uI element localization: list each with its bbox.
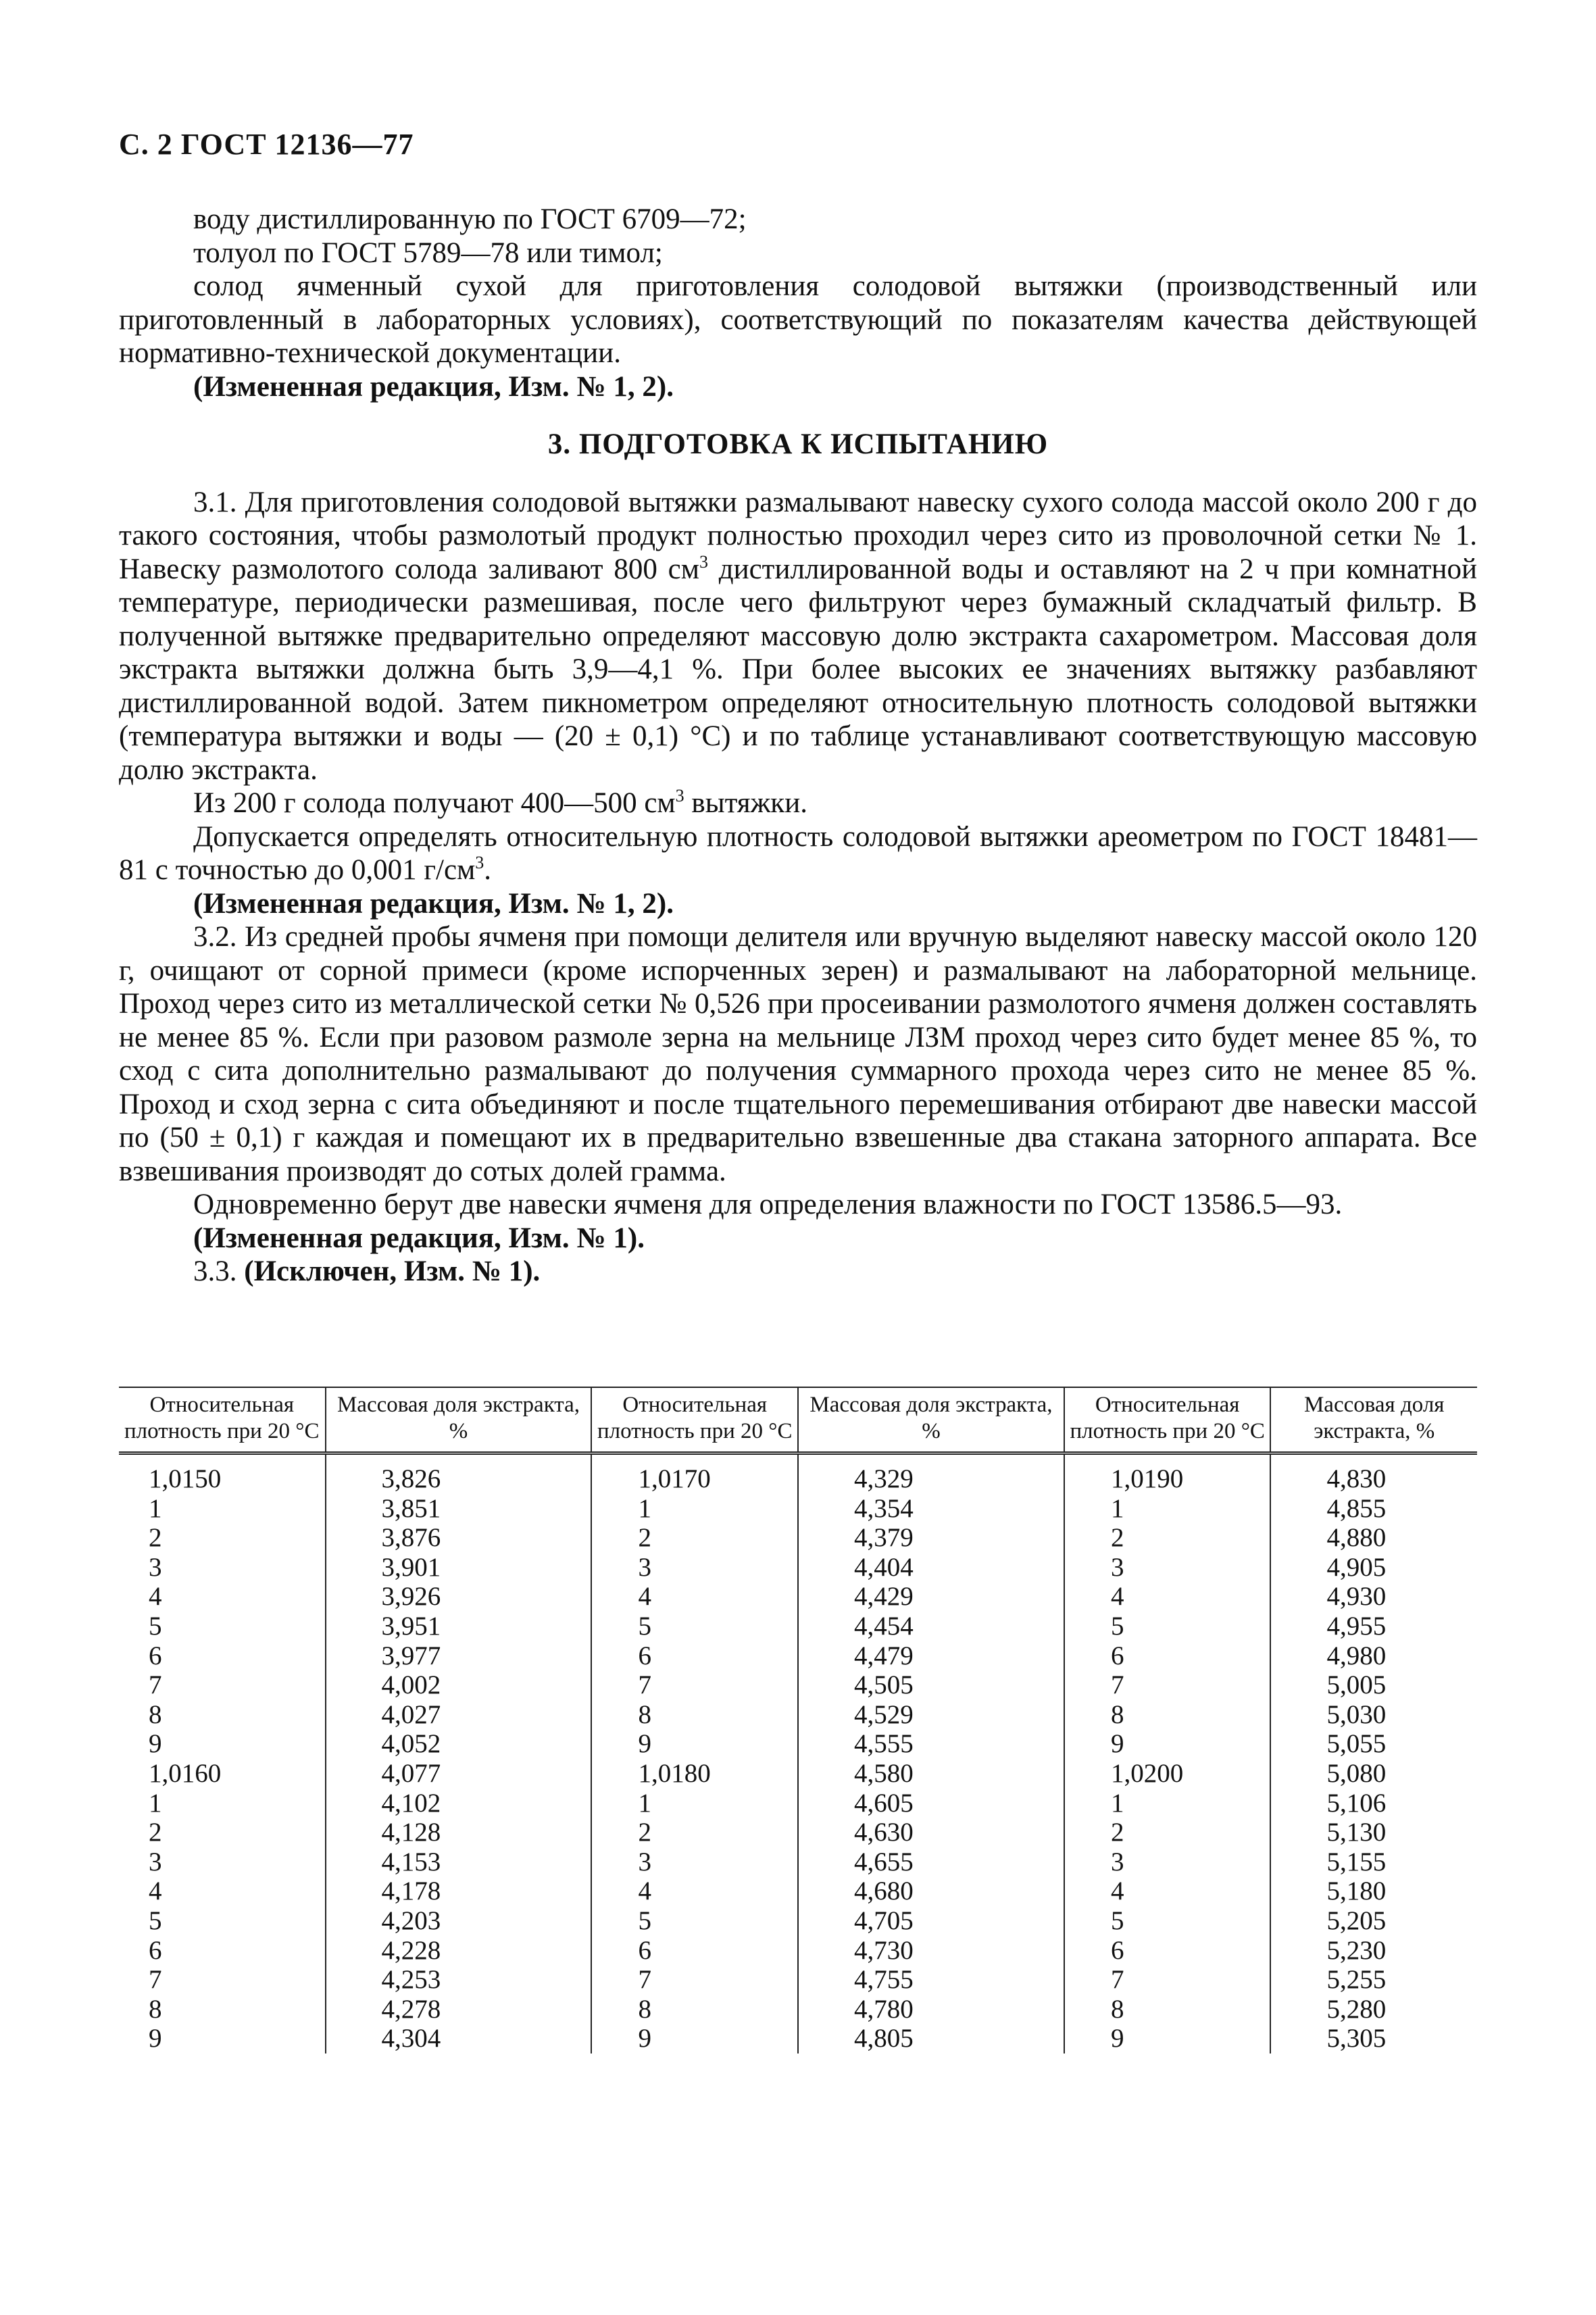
extract-cell: 4,178	[326, 1876, 592, 1906]
table-row	[119, 1523, 1477, 1553]
density-cell: 7	[591, 1965, 798, 1995]
density-cell: 5	[119, 1906, 326, 1936]
extract-cell: 4,454	[798, 1612, 1064, 1641]
extract-cell: 4,655	[798, 1847, 1064, 1877]
extract-cell: 4,605	[798, 1789, 1064, 1818]
extract-cell: 4,680	[798, 1876, 1064, 1906]
density-cell: 1,0200	[1064, 1759, 1271, 1789]
table-row	[119, 1612, 1477, 1641]
density-cell: 3	[119, 1553, 326, 1583]
table-row	[119, 1729, 1477, 1759]
extract-cell: 3,926	[326, 1582, 592, 1612]
density-cell: 7	[119, 1965, 326, 1995]
extract-cell: 3,951	[326, 1612, 592, 1641]
density-cell: 6	[1064, 1936, 1271, 1966]
header-density-3: Относительная плотность при 20 °С	[1064, 1387, 1271, 1453]
extract-cell: 5,005	[1326, 1670, 1387, 1700]
extract-cell: 5,205	[1326, 1906, 1387, 1935]
table-row	[119, 1995, 1477, 2024]
extract-cell: 5,130	[1326, 1818, 1387, 1847]
density-cell: 9	[119, 1729, 326, 1759]
density-cell: 2	[119, 1818, 326, 1847]
extract-cell: 4,755	[798, 1965, 1064, 1995]
density-cell: 3	[591, 1553, 798, 1583]
density-cell: 8	[119, 1700, 326, 1730]
table-row	[119, 1936, 1477, 1966]
density-cell: 1	[119, 1494, 326, 1524]
extract-cell: 4,253	[326, 1965, 592, 1995]
density-cell: 9	[591, 1729, 798, 1759]
paragraph-yield: Из 200 г солода получают 400—500 $см^3$ вытяжки.	[193, 786, 807, 819]
density-cell: 6	[591, 1641, 798, 1671]
material-item-toluene: толуол по ГОСТ 5789—78 или тимол;	[193, 237, 663, 269]
extract-cell: 4,077	[326, 1759, 592, 1789]
density-cell: 7	[119, 1670, 326, 1700]
extract-cell: 5,080	[1326, 1758, 1387, 1788]
paragraph-3-3: 3.3. (Исключен, Изм. № 1).	[193, 1255, 541, 1287]
density-cell: 9	[591, 2024, 798, 2053]
extract-cell: 4,354	[798, 1494, 1064, 1524]
extract-cell: 4,805	[798, 2024, 1064, 2053]
density-cell: 2	[1064, 1523, 1271, 1553]
density-cell: 6	[119, 1936, 326, 1966]
table-header-row	[119, 1387, 1477, 1453]
density-cell: 1,0180	[591, 1759, 798, 1789]
extract-cell: 4,955	[1326, 1611, 1387, 1641]
table-row	[119, 1553, 1477, 1583]
table-row	[119, 2024, 1477, 2053]
header-density-1: Относительная плотность при 20 °С	[119, 1387, 326, 1453]
density-cell: 3	[119, 1847, 326, 1877]
extract-cell: 5,255	[1326, 1965, 1387, 1995]
extract-cell: 4,855	[1326, 1493, 1387, 1523]
extract-cell: 4,980	[1326, 1641, 1387, 1670]
table-row	[119, 1759, 1477, 1789]
header-density-2: Относительная плотность при 20 °С	[591, 1387, 798, 1453]
density-cell: 7	[1064, 1670, 1271, 1700]
density-cell: 6	[591, 1936, 798, 1966]
extract-cell: 5,155	[1326, 1847, 1387, 1876]
density-cell: 7	[591, 1670, 798, 1700]
table-body	[119, 1453, 1477, 2053]
density-extract-table	[119, 1387, 1477, 2053]
extract-cell: 4,278	[326, 1995, 592, 2024]
extract-cell: 4,529	[798, 1700, 1064, 1730]
extract-cell: 4,830	[1326, 1464, 1387, 1493]
extract-cell: 5,030	[1326, 1699, 1387, 1729]
extract-cell: 4,379	[798, 1523, 1064, 1553]
extract-cell: 4,203	[326, 1906, 592, 1936]
extract-cell: 4,905	[1326, 1552, 1387, 1582]
density-extract-table-wrap	[119, 1387, 1477, 2053]
extract-cell: 4,304	[326, 2024, 592, 2053]
density-cell: 5	[119, 1612, 326, 1641]
density-cell: 5	[591, 1612, 798, 1641]
extract-cell: 3,851	[326, 1494, 592, 1524]
density-cell: 1,0160	[119, 1759, 326, 1789]
table-row	[119, 1582, 1477, 1612]
density-cell: 6	[1064, 1641, 1271, 1671]
table-row	[119, 1453, 1477, 1494]
table-row	[119, 1670, 1477, 1700]
table-row	[119, 1906, 1477, 1936]
density-cell: 4	[591, 1876, 798, 1906]
extract-cell: 4,630	[798, 1818, 1064, 1847]
extract-cell: 4,404	[798, 1553, 1064, 1583]
header-extract-3: Массовая доля экстракта, %	[1270, 1387, 1477, 1453]
extract-cell: 5,055	[1326, 1729, 1387, 1759]
density-cell: 2	[1064, 1818, 1271, 1847]
table-row	[119, 1847, 1477, 1877]
density-cell: 5	[1064, 1612, 1271, 1641]
density-cell: 1	[1064, 1789, 1271, 1818]
paragraph-allowed: Допускается определять относительную плотность солодовой вытяжки ареометром по ГОСТ 18481—81 с точностью до 0,001 $г/см^3$.	[119, 820, 1477, 886]
paragraph-3-2: 3.2. Из средней пробы ячменя при помощи делителя или вручную выделяют навеску массой около 120 г, очищают от сорной примеси (кроме испорченных зерен) и размалывают на лабораторной мельнице. Проход через сито из металлической сетки № 0,526 при просеивании размолотого ячменя должен составлять не менее 85 %. Если при разовом размоле зерна на мельнице ЛЗМ проход через сито будет менее 85 %, то сход с сита дополнительно размалывают до получения суммарного прохода через сито не менее 85 %. Проход и сход зерна с сита объединяют и после тщательного перемешивания отбирают две навески массой по (50 ± 0,1) г каждая и помещают их в предварительно взвешенные два стакана заторного аппарата. Все взвешивания производят до сотых долей грамма.	[119, 921, 1477, 1187]
table-row	[119, 1641, 1477, 1671]
table-row	[119, 1494, 1477, 1524]
table-row	[119, 1700, 1477, 1730]
extract-cell: 4,002	[326, 1670, 592, 1700]
extract-cell: 4,580	[798, 1759, 1064, 1789]
extract-cell: 4,027	[326, 1700, 592, 1730]
density-cell: 4	[591, 1582, 798, 1612]
extract-cell: 4,505	[798, 1670, 1064, 1700]
extract-cell: 4,730	[798, 1936, 1064, 1966]
density-cell: 5	[1064, 1906, 1271, 1936]
revision-note-3: (Измененная редакция, Изм. № 1).	[193, 1222, 645, 1254]
density-cell: 8	[1064, 1995, 1271, 2024]
density-cell: 7	[1064, 1965, 1271, 1995]
extract-cell: 5,305	[1326, 2024, 1387, 2053]
density-cell: 1	[1064, 1494, 1271, 1524]
header-extract-2: Массовая доля экстракта, %	[798, 1387, 1064, 1453]
density-cell: 9	[119, 2024, 326, 2053]
density-cell: 9	[1064, 1729, 1271, 1759]
density-cell: 8	[591, 1995, 798, 2024]
density-cell: 2	[119, 1523, 326, 1553]
extract-cell: 4,880	[1326, 1523, 1387, 1553]
extract-cell: 4,479	[798, 1641, 1064, 1671]
extract-cell: 4,329	[798, 1453, 1064, 1494]
extract-cell: 3,977	[326, 1641, 592, 1671]
extract-cell: 4,228	[326, 1936, 592, 1966]
density-cell: 6	[119, 1641, 326, 1671]
density-cell: 3	[1064, 1847, 1271, 1877]
material-item-water: воду дистиллированную по ГОСТ 6709—72;	[193, 203, 747, 235]
table-row	[119, 1965, 1477, 1995]
table-row	[119, 1876, 1477, 1906]
extract-cell: 4,555	[798, 1729, 1064, 1759]
density-cell: 1,0170	[591, 1453, 798, 1494]
density-cell: 1,0190	[1064, 1453, 1271, 1494]
density-cell: 9	[1064, 2024, 1271, 2053]
density-cell: 2	[591, 1818, 798, 1847]
density-cell: 1	[119, 1789, 326, 1818]
revision-note-2: (Измененная редакция, Изм. № 1, 2).	[193, 887, 674, 920]
table-row	[119, 1818, 1477, 1847]
density-cell: 1,0150	[119, 1453, 326, 1494]
revision-note: (Измененная редакция, Изм. № 1, 2).	[193, 370, 674, 403]
extract-cell: 4,429	[798, 1582, 1064, 1612]
extract-cell: 4,930	[1326, 1582, 1387, 1612]
density-cell: 3	[591, 1847, 798, 1877]
density-cell: 5	[591, 1906, 798, 1936]
density-cell: 4	[1064, 1582, 1271, 1612]
density-cell: 1	[591, 1494, 798, 1524]
extract-cell: 5,230	[1326, 1935, 1387, 1965]
density-cell: 8	[591, 1700, 798, 1730]
density-cell: 1	[591, 1789, 798, 1818]
extract-cell: 5,106	[1326, 1788, 1387, 1818]
density-cell: 2	[591, 1523, 798, 1553]
density-cell: 4	[119, 1582, 326, 1612]
extract-cell: 3,901	[326, 1553, 592, 1583]
section-heading: 3. ПОДГОТОВКА К ИСПЫТАНИЮ	[547, 428, 1049, 460]
density-cell: 8	[119, 1995, 326, 2024]
material-item-malt: солод ячменный сухой для приготовления солодовой вытяжки (производственный или приготовленный в лабораторных условиях), соответствующий по показателям качества действующей нормативно-технической документации.	[119, 270, 1477, 369]
extract-cell: 4,780	[798, 1995, 1064, 2024]
density-cell: 8	[1064, 1700, 1271, 1730]
extract-cell: 5,280	[1326, 1994, 1387, 2024]
header-extract-1: Массовая доля экстракта, %	[326, 1387, 592, 1453]
extract-cell: 3,826	[326, 1453, 592, 1494]
extract-cell: 4,052	[326, 1729, 592, 1759]
extract-cell: 3,876	[326, 1523, 592, 1553]
page-header: С. 2 ГОСТ 12136—77	[119, 128, 414, 161]
body-text	[119, 203, 1477, 1289]
density-cell: 4	[1064, 1876, 1271, 1906]
extract-cell: 5,180	[1326, 1876, 1387, 1906]
extract-cell: 4,102	[326, 1789, 592, 1818]
density-cell: 4	[119, 1876, 326, 1906]
extract-cell: 4,128	[326, 1818, 592, 1847]
paragraph-moisture: Одновременно берут две навески ячменя для определения влажности по ГОСТ 13586.5—93.	[193, 1189, 1343, 1220]
density-cell: 3	[1064, 1553, 1271, 1583]
extract-cell: 4,705	[798, 1906, 1064, 1936]
paragraph-3-1: 3.1. Для приготовления солодовой вытяжки размалывают навеску сухого солода массой около 200 г до такого состояния, чтобы размолотый продукт полностью проходил через сито из проволочной сетки № 1. Навеску размолотого солода заливают 800 $см^3$ дистиллированной воды и оставляют на 2 ч при комнатной температуре, периодически размешивая, после чего фильтруют через бумажный складчатый фильтр. В полученной вытяжке предварительно определяют массовую долю экстракта сахарометром. Массовая доля экстракта вытяжки должна быть 3,9—4,1 %. При более высоких ее значениях вытяжку разбавляют дистиллированной водой. Затем пикнометром определяют относительную плотность солодовой вытяжки (температура вытяжки и воды — (20 ± 0,1) °С) и по таблице устанавливают соответствующую массовую долю экстракта.	[119, 486, 1477, 786]
extract-cell: 4,153	[326, 1847, 592, 1877]
table-row	[119, 1789, 1477, 1818]
